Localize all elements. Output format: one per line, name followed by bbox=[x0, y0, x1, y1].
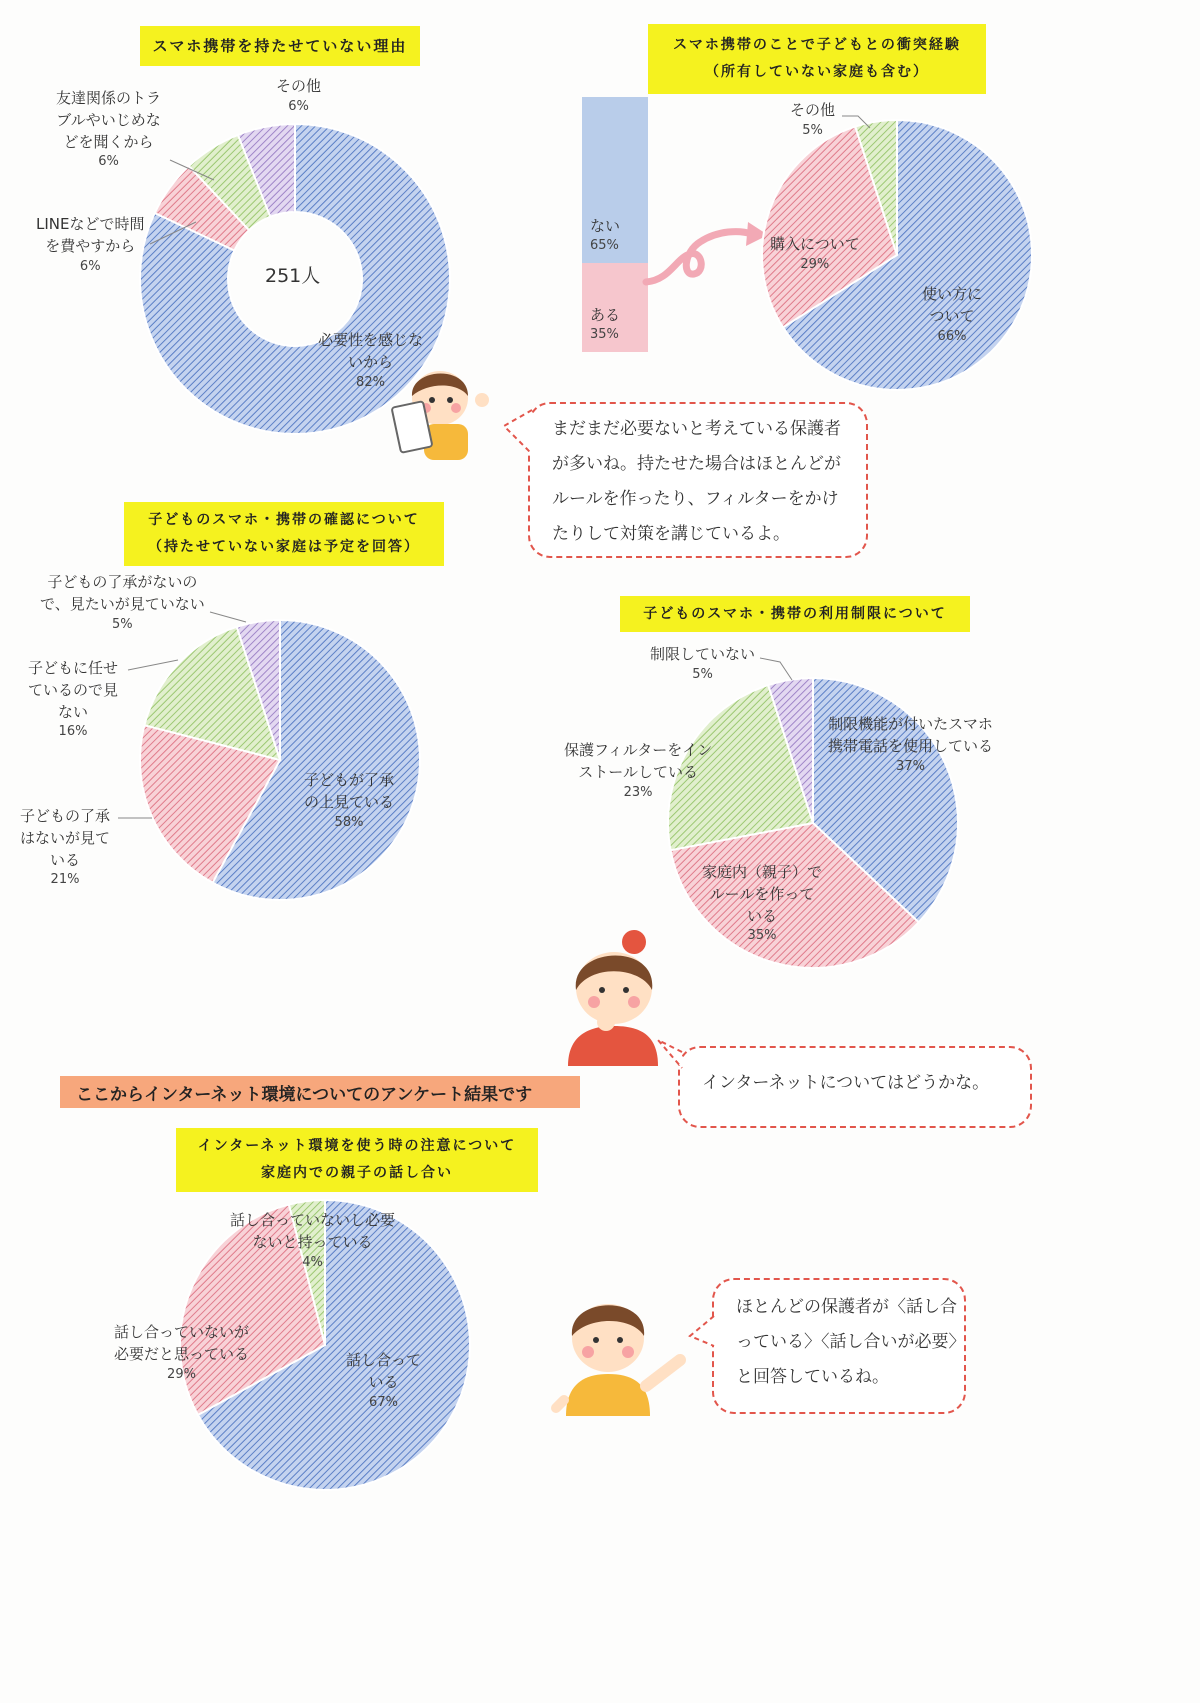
bar-label: ある bbox=[590, 305, 621, 324]
label-line: その他 bbox=[790, 101, 836, 119]
label-line: 使い方に bbox=[922, 285, 983, 303]
label-line: 子どもが了承 bbox=[304, 771, 395, 789]
bubble-line: ほとんどの保護者が〈話し合 bbox=[736, 1297, 957, 1317]
bubble-line: っている〉〈話し合いが必要〉 bbox=[736, 1331, 966, 1352]
internet-label-1 bbox=[114, 1322, 249, 1384]
bubble-line: インターネットについてはどうかな。 bbox=[702, 1073, 990, 1093]
label-line: 子どもに任せ bbox=[28, 659, 119, 677]
label-pct: 35% bbox=[747, 928, 777, 944]
label-pct: 66% bbox=[937, 328, 967, 344]
conflict-leader-line bbox=[0, 0, 1200, 200]
internet-label-0 bbox=[346, 1350, 421, 1412]
label-pct: 5% bbox=[692, 666, 713, 682]
chart-title-text: スマホ携帯のことで子どもとの衝突経験 bbox=[673, 37, 961, 54]
bubble-3-tail bbox=[686, 1312, 716, 1352]
bubble-1-tail bbox=[500, 404, 534, 464]
label-line: LINEなどで時間 bbox=[36, 215, 145, 233]
label-line: 必要だと思っている bbox=[114, 1344, 250, 1363]
limit-leader-line bbox=[0, 600, 1200, 800]
label-pct: 4% bbox=[302, 1254, 323, 1270]
donut-center-label: 251人 bbox=[265, 265, 321, 287]
label-pct: 21% bbox=[50, 872, 80, 888]
label-line: 制限機能が付いたスマホ bbox=[828, 715, 993, 733]
label-line: ないと持っている bbox=[252, 1232, 373, 1251]
chart-title-text: スマホ携帯を持たせていない理由 bbox=[152, 36, 408, 55]
label-line: ているので見 bbox=[28, 680, 119, 699]
label-line: どを聞くから bbox=[63, 132, 154, 151]
label-pct: 82% bbox=[356, 374, 385, 390]
label-line: いる bbox=[747, 906, 778, 925]
label-pct: 6% bbox=[98, 154, 119, 170]
label-pct: 37% bbox=[896, 758, 925, 774]
label-line: 家庭内（親子）で bbox=[702, 863, 823, 881]
internet-label-2 bbox=[230, 1210, 395, 1272]
label-line: 購入について bbox=[770, 235, 860, 253]
chart-title-text: インターネット環境を使う時の注意について bbox=[197, 1138, 517, 1155]
label-pct: 5% bbox=[112, 616, 133, 632]
label-line: ルールを作って bbox=[709, 884, 815, 903]
label-line: 子どもの了承 bbox=[20, 807, 111, 825]
boy-with-tablet-illustration bbox=[388, 360, 498, 470]
chart-title-internet bbox=[176, 1128, 538, 1192]
label-line: いる bbox=[50, 850, 81, 869]
chart-title-text: 子どものスマホ・携帯の利用制限について bbox=[643, 605, 947, 622]
bubble-2-tail bbox=[654, 1036, 684, 1076]
bubble-line: まだまだ必要ないと考えている保護者 bbox=[552, 419, 841, 439]
leader-line bbox=[150, 222, 196, 244]
chart-title-text: （持たせていない家庭は予定を回答） bbox=[148, 539, 420, 555]
chart-title-text: 家庭内での親子の話し合い bbox=[261, 1165, 453, 1181]
label-line: 子どもの了承がないの bbox=[47, 573, 198, 591]
label-pct: 29% bbox=[167, 1366, 196, 1382]
label-line: ストールしている bbox=[578, 762, 698, 781]
label-line: 必要性を感じな bbox=[318, 331, 424, 349]
label-line: いから bbox=[348, 352, 394, 371]
speech-bubble-3 bbox=[712, 1278, 966, 1414]
bar-label: ない bbox=[590, 216, 621, 235]
label-line: 保護フィルターをイン bbox=[564, 741, 713, 759]
label-pct: 29% bbox=[800, 256, 830, 272]
bubble-line: と回答しているね。 bbox=[736, 1366, 889, 1387]
label-pct: 6% bbox=[79, 258, 101, 274]
bubble-line: ルールを作ったり、フィルターをかけ bbox=[552, 488, 839, 509]
bubble-line: たりして対策を講じているよ。 bbox=[552, 523, 790, 544]
section-banner-text: ここからインターネット環境についてのアンケート結果です bbox=[76, 1084, 533, 1105]
label-pct: 16% bbox=[58, 724, 88, 740]
section-banner bbox=[60, 1076, 580, 1108]
limit-label-1 bbox=[702, 862, 822, 946]
label-line: 話し合って bbox=[346, 1351, 422, 1369]
leader-line bbox=[760, 658, 792, 680]
label-pct: 67% bbox=[369, 1394, 398, 1410]
label-pct: 5% bbox=[802, 122, 823, 138]
bar-pct: 35% bbox=[590, 326, 619, 342]
pink-arrow-icon bbox=[640, 218, 770, 298]
label-line: その他 bbox=[276, 77, 322, 95]
label-line: ついて bbox=[929, 306, 975, 325]
leader-line bbox=[842, 116, 870, 128]
speech-bubble-2 bbox=[678, 1046, 1032, 1128]
label-line: はないが見て bbox=[20, 828, 111, 847]
label-pct: 6% bbox=[288, 98, 309, 114]
label-line: いる bbox=[368, 1372, 399, 1391]
label-line: 制限していない bbox=[650, 645, 756, 663]
boy-pointing-illustration bbox=[552, 1290, 692, 1420]
bubble-line: が多いね。持たせた場合はほとんどが bbox=[552, 453, 841, 474]
label-line: ブルやいじめな bbox=[56, 110, 161, 129]
bar-pct: 65% bbox=[590, 237, 619, 253]
girl-thinking-illustration bbox=[558, 926, 668, 1072]
chart-title-text: （所有していない家庭も含む） bbox=[705, 64, 929, 80]
conflict-label-0 bbox=[922, 284, 982, 346]
label-line: ない bbox=[58, 702, 89, 721]
label-line: 話し合っていないし必要 bbox=[230, 1211, 396, 1229]
label-line: 携帯電話を使用している bbox=[828, 736, 994, 755]
label-line: 友達関係のトラ bbox=[56, 89, 162, 107]
label-line: で、見たいが見ていない bbox=[40, 594, 205, 613]
chart-title-text: 子どものスマホ・携帯の確認について bbox=[148, 512, 420, 529]
label-pct: 58% bbox=[334, 814, 364, 830]
label-line: を費やすから bbox=[45, 236, 136, 255]
label-line: 話し合っていないが bbox=[114, 1323, 250, 1341]
label-pct: 23% bbox=[623, 784, 653, 800]
label-line: の上見ている bbox=[304, 792, 395, 811]
bar-segment-aru bbox=[582, 263, 648, 352]
conflict-label-1 bbox=[770, 234, 860, 275]
